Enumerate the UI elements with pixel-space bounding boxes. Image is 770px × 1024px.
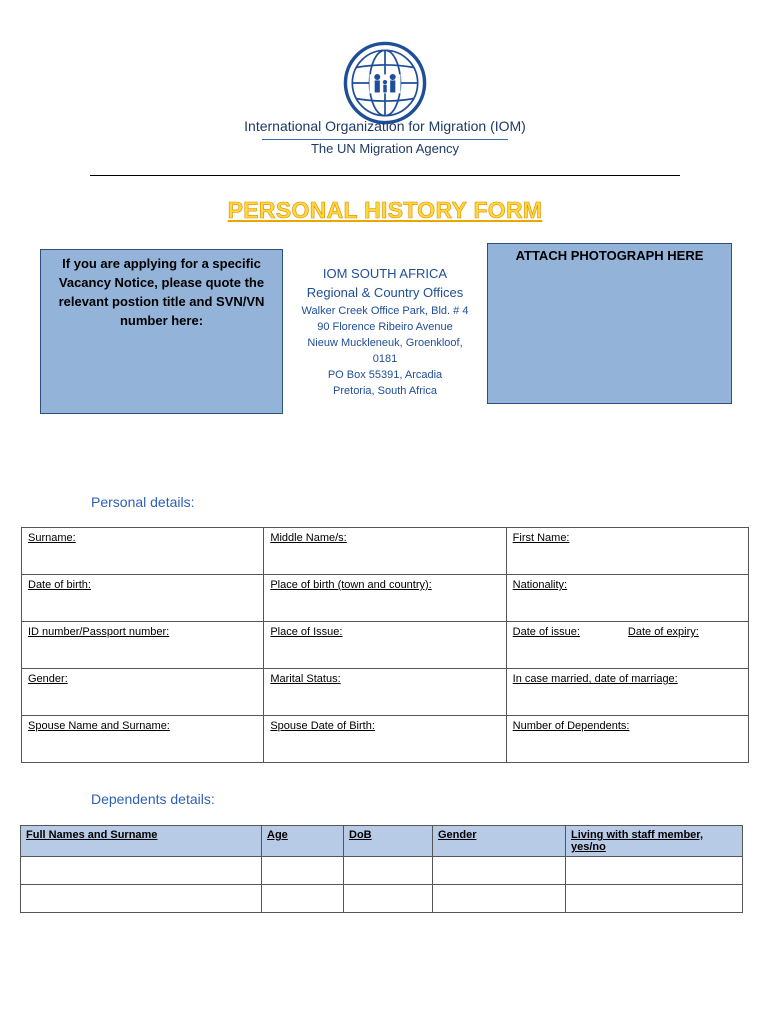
field-gender[interactable]: Gender: bbox=[22, 669, 264, 716]
dependent-cell[interactable] bbox=[262, 857, 344, 885]
table-row bbox=[22, 716, 749, 763]
header-divider bbox=[90, 175, 680, 176]
field-place-of-birth[interactable]: Place of birth (town and country): bbox=[264, 575, 506, 622]
field-nationality[interactable]: Nationality: bbox=[506, 575, 748, 622]
office-address bbox=[290, 265, 480, 399]
dependent-cell[interactable] bbox=[344, 857, 433, 885]
office-address-line: Walker Creek Office Park, Bld. # 4 bbox=[301, 305, 469, 317]
table-row bbox=[22, 575, 749, 622]
office-address-line: PO Box 55391, Arcadia bbox=[327, 369, 443, 381]
office-subtitle: Regional & Country Offices bbox=[306, 285, 464, 300]
personal-details-heading: Personal details: bbox=[91, 494, 195, 510]
office-title: IOM SOUTH AFRICA bbox=[322, 266, 448, 281]
dependent-cell[interactable] bbox=[21, 857, 262, 885]
org-name: International Organization for Migration (IOM) bbox=[244, 118, 526, 134]
column-age: Age bbox=[262, 826, 344, 857]
table-row bbox=[22, 622, 749, 669]
table-row bbox=[21, 885, 743, 913]
photo-box-label: ATTACH PHOTOGRAPH HERE bbox=[515, 248, 704, 263]
field-place-of-issue[interactable]: Place of Issue: bbox=[264, 622, 506, 669]
photo-box[interactable] bbox=[487, 243, 732, 404]
dependents-table bbox=[20, 825, 743, 913]
dependents-details-heading: Dependents details: bbox=[91, 791, 215, 807]
table-header-row bbox=[21, 826, 743, 857]
dependent-cell[interactable] bbox=[344, 885, 433, 913]
field-date-of-marriage[interactable]: In case married, date of marriage: bbox=[506, 669, 748, 716]
personal-details-table bbox=[21, 527, 749, 763]
table-row bbox=[22, 528, 749, 575]
field-id-passport[interactable]: ID number/Passport number: bbox=[22, 622, 264, 669]
column-gender: Gender bbox=[433, 826, 566, 857]
dependent-cell[interactable] bbox=[566, 857, 743, 885]
org-name-divider bbox=[262, 139, 508, 140]
table-row bbox=[22, 669, 749, 716]
dependent-cell[interactable] bbox=[433, 885, 566, 913]
table-row bbox=[21, 857, 743, 885]
column-living-with-staff: Living with staff member, yes/no bbox=[566, 826, 743, 857]
date-of-issue-label: Date of issue: bbox=[512, 626, 580, 638]
office-address-line: Pretoria, South Africa bbox=[333, 385, 437, 397]
date-of-expiry-label: Date of expiry: bbox=[627, 626, 699, 638]
column-full-names: Full Names and Surname bbox=[21, 826, 262, 857]
dependent-cell[interactable] bbox=[566, 885, 743, 913]
office-address-line: 90 Florence Ribeiro Avenue bbox=[317, 321, 453, 333]
vacancy-notice-text: If you are applying for a specific Vacancy Notice, please quote the relevant postion title and SVN/VN number here: bbox=[58, 256, 265, 328]
field-spouse-name[interactable]: Spouse Name and Surname: bbox=[22, 716, 264, 763]
vacancy-notice-box[interactable] bbox=[40, 249, 283, 414]
dependent-cell[interactable] bbox=[433, 857, 566, 885]
field-date-of-issue-expiry[interactable] bbox=[506, 622, 748, 669]
field-spouse-dob[interactable]: Spouse Date of Birth: bbox=[264, 716, 506, 763]
field-middle-names[interactable]: Middle Name/s: bbox=[264, 528, 506, 575]
field-surname[interactable]: Surname: bbox=[22, 528, 264, 575]
field-first-name[interactable]: First Name: bbox=[506, 528, 748, 575]
org-subtitle: The UN Migration Agency bbox=[310, 141, 460, 156]
office-address-line: Nieuw Muckleneuk, Groenkloof, bbox=[307, 337, 463, 349]
dependent-cell[interactable] bbox=[262, 885, 344, 913]
form-title: PERSONAL HISTORY FORM bbox=[227, 197, 543, 223]
office-address-line: 0181 bbox=[372, 353, 398, 365]
field-marital-status[interactable]: Marital Status: bbox=[264, 669, 506, 716]
field-number-of-dependents[interactable]: Number of Dependents: bbox=[506, 716, 748, 763]
field-date-of-birth[interactable]: Date of birth: bbox=[22, 575, 264, 622]
column-dob: DoB bbox=[344, 826, 433, 857]
iom-logo-icon bbox=[342, 40, 428, 126]
dependent-cell[interactable] bbox=[21, 885, 262, 913]
